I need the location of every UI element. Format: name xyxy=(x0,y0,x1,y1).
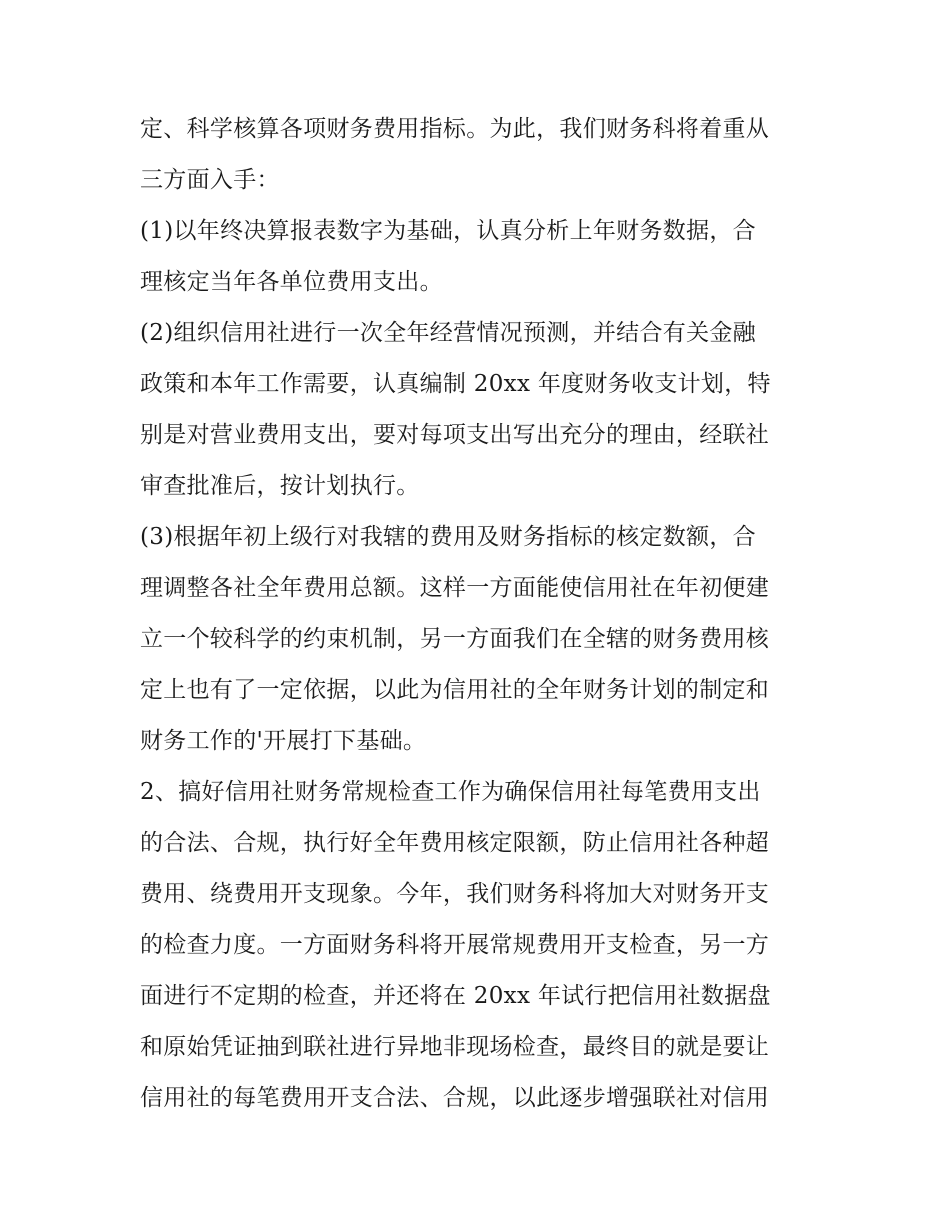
text-line: 别是对营业费用支出，要对每项支出写出充分的理由，经联社 xyxy=(140,422,770,448)
text-line: (3)根据年初上级行对我辖的费用及财务指标的核定数额，合 xyxy=(140,524,756,550)
text-line: 政策和本年工作需要，认真编制 20xx 年度财务收支计划，特 xyxy=(140,371,771,397)
text-line: 财务工作的'开展打下基础。 xyxy=(140,728,427,754)
text-line: 的合法、合规，执行好全年费用核定限额，防止信用社各种超 xyxy=(140,830,770,856)
text-line: 立一个较科学的约束机制，另一方面我们在全辖的财务费用核 xyxy=(140,626,770,652)
text-line: 审查批准后，按计划执行。 xyxy=(140,473,420,499)
text-line: 理调整各社全年费用总额。这样一方面能使信用社在年初便建 xyxy=(140,575,770,601)
text-line: 的检查力度。一方面财务科将开展常规费用开支检查，另一方 xyxy=(140,932,770,958)
text-line: (2)组织信用社进行一次全年经营情况预测，并结合有关金融 xyxy=(140,320,756,346)
text-line: 和原始凭证抽到联社进行异地非现场检查，最终目的就是要让 xyxy=(140,1034,770,1060)
text-line: (1)以年终决算报表数字为基础，认真分析上年财务数据，合 xyxy=(140,218,756,244)
text-line: 2、搞好信用社财务常规检查工作为确保信用社每笔费用支出 xyxy=(140,779,761,805)
text-line: 面进行不定期的检查，并还将在 20xx 年试行把信用社数据盘 xyxy=(140,983,771,1009)
text-line: 三方面入手： xyxy=(140,167,280,193)
text-line: 定上也有了一定依据，以此为信用社的全年财务计划的制定和 xyxy=(140,677,770,703)
text-line: 信用社的每笔费用开支合法、合规，以此逐步增强联社对信用 xyxy=(140,1085,770,1111)
document-body xyxy=(140,104,820,1124)
text-line: 定、科学核算各项财务费用指标。为此，我们财务科将着重从 xyxy=(140,116,770,142)
text-line: 费用、绕费用开支现象。今年，我们财务科将加大对财务开支 xyxy=(140,881,770,907)
text-line: 理核定当年各单位费用支出。 xyxy=(140,269,443,295)
